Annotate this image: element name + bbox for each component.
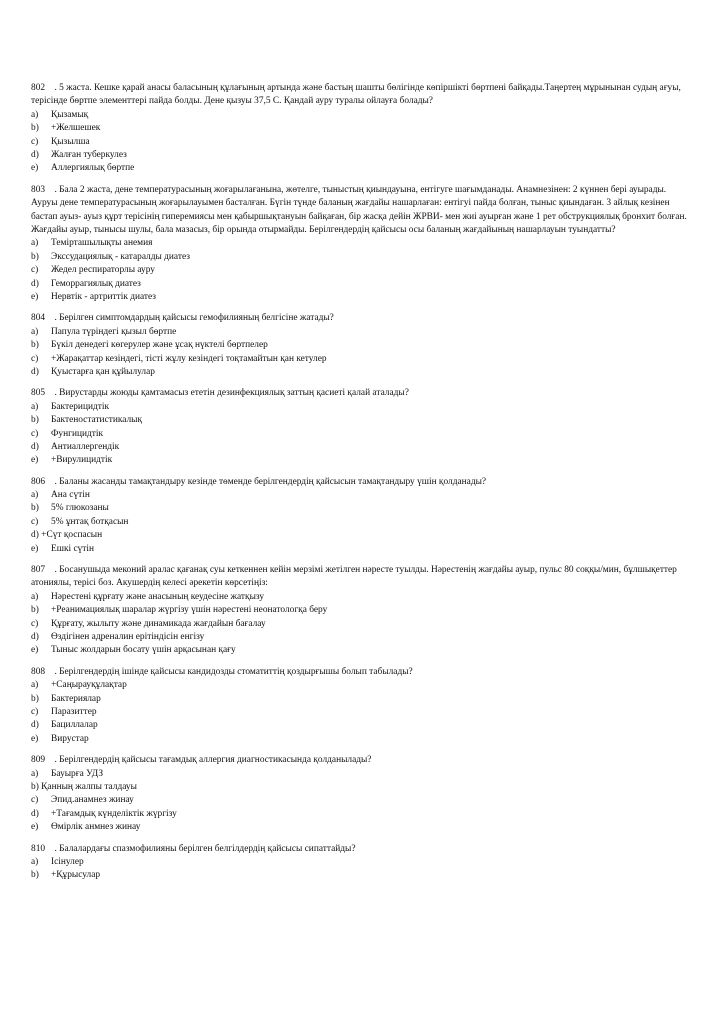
question-number: 804: [31, 313, 46, 324]
answer-option: [31, 489, 693, 502]
question-stem: [31, 184, 693, 238]
option-text: Антиаллергендік: [51, 441, 120, 452]
question-text: . Берілгендердің ішінде қайсысы кандидозды стоматиттің қоздырғышы болып табылады?: [54, 666, 413, 677]
option-text: Бүкіл денедегі көгерулер және ұсақ нүктелі бөртпелер: [51, 340, 268, 351]
option-letter: e): [31, 291, 39, 302]
option-letter: a): [31, 401, 39, 412]
answer-option: [31, 428, 693, 441]
answer-option: [31, 808, 693, 821]
answer-option: [31, 502, 693, 515]
option-letter: c): [31, 136, 39, 147]
answer-option: [31, 251, 693, 264]
answer-option: [31, 631, 693, 644]
option-text: Ана сүтін: [51, 490, 90, 501]
option-text: +Вирулицидтік: [51, 455, 113, 466]
question-8: [31, 843, 693, 883]
option-letter: e): [31, 822, 39, 833]
answer-option: [31, 264, 693, 277]
option-text: Құрғату, жылыту және динамикада жағдайын бағалау: [51, 618, 266, 629]
option-text: +Реанимациялық шаралар жүргізу үшін нәрестені неонатологқа беру: [51, 605, 328, 616]
answer-option: [31, 136, 693, 149]
answer-option: [31, 237, 693, 250]
question-3: [31, 387, 693, 467]
option-text: Бактериялар: [51, 693, 101, 704]
answer-option: [31, 821, 693, 834]
option-text: Қызамық: [51, 109, 89, 120]
question-text: . Босанушыда меконий аралас қағанақ суы кеткеннен кейін мерзімі жетілген нәресте туылды. Нәрестенің жағдайы ауыр, пульс 80 соққы/мин, бұлшықеттер атониялы, терісі боз. Акушердің келесі әрекетін көрсетіңіз:: [31, 565, 677, 589]
answer-option: [31, 149, 693, 162]
answer-option: [31, 109, 693, 122]
option-letter: d): [31, 530, 42, 541]
question-text: . Вирустарды жоюды қамтамасыз ететін дезинфекциялық заттың қасиеті қалай аталады?: [54, 388, 409, 399]
option-letter: c): [31, 516, 39, 527]
option-letter: b): [31, 781, 39, 792]
option-letter: e): [31, 645, 39, 656]
option-letter: c): [31, 428, 39, 439]
option-text: 5% глюкозаны: [51, 503, 109, 514]
option-text: Бауырға УДЗ: [51, 768, 104, 779]
option-letter: d): [31, 149, 39, 160]
answer-option: [31, 733, 693, 746]
question-number: 810: [31, 843, 46, 854]
option-letter: c): [31, 795, 39, 806]
option-letter: a): [31, 591, 39, 602]
answer-option: [31, 794, 693, 807]
question-4: [31, 476, 693, 556]
question-text: . Баланы жасанды тамақтандыру кезінде төменде берілгендердің қайсысын тамақтандыру үшін қолданады?: [54, 476, 487, 487]
option-letter: c): [31, 353, 39, 364]
answer-option: [31, 644, 693, 657]
option-letter: a): [31, 109, 39, 120]
option-text: +Сүт қоспасын: [41, 530, 103, 541]
answer-option: [31, 516, 693, 529]
answer-option: [31, 768, 693, 781]
question-number: 807: [31, 565, 46, 576]
option-text: Өздігінен адреналин ерітіндісін енгізу: [51, 632, 205, 643]
answer-option: [31, 618, 693, 631]
option-letter: e): [31, 543, 39, 554]
option-text: Темірташылықты анемия: [51, 238, 153, 249]
option-text: Жалған туберкулез: [51, 149, 127, 160]
option-letter: c): [31, 265, 39, 276]
option-letter: e): [31, 733, 39, 744]
option-letter: b): [31, 251, 39, 262]
answer-option: [31, 401, 693, 414]
option-text: Папула түріндегі қызыл бөртпе: [51, 326, 177, 337]
question-text: . 5 жаста. Кешке қарай анасы баласының құлағының артында және бастың шашты бөлігінде көпіршікті бөртпені байқады.Таңертең мұрынынан судың ағуы, терісінде бөртпе элементтері пайда болды. Дене қызуы 37,5 С. Қандай ауру туралы ойлауға болады?: [31, 83, 681, 107]
option-text: Бактерицидтік: [51, 401, 109, 412]
option-letter: d): [31, 278, 39, 289]
question-5: [31, 564, 693, 658]
option-text: Бациллалар: [51, 720, 98, 731]
answer-option: [31, 719, 693, 732]
answer-option: [31, 162, 693, 175]
option-letter: b): [31, 870, 39, 881]
question-number: 809: [31, 755, 46, 766]
option-text: Бактеностатистикалық: [51, 415, 143, 426]
question-7: [31, 754, 693, 834]
option-letter: b): [31, 415, 39, 426]
question-0: [31, 82, 693, 176]
option-letter: a): [31, 680, 39, 691]
answer-option: [31, 414, 693, 427]
option-letter: b): [31, 605, 39, 616]
question-stem: [31, 387, 693, 400]
option-letter: b): [31, 693, 39, 704]
answer-option: [31, 529, 693, 542]
option-letter: a): [31, 238, 39, 249]
question-stem: [31, 754, 693, 767]
option-letter: a): [31, 856, 39, 867]
answer-option: [31, 326, 693, 339]
option-text: Экссудациялық - катаралды диатез: [51, 251, 190, 262]
option-text: +Құрысулар: [51, 870, 101, 881]
option-text: +Саңырауқұлақтар: [51, 680, 127, 691]
answer-option: [31, 693, 693, 706]
question-2: [31, 312, 693, 379]
answer-option: [31, 856, 693, 869]
answer-option: [31, 454, 693, 467]
answer-option: [31, 781, 693, 794]
question-stem: [31, 843, 693, 856]
option-letter: d): [31, 366, 39, 377]
option-text: Фунгицидтік: [51, 428, 104, 439]
option-letter: d): [31, 632, 39, 643]
option-text: Өмірлік анмнез жинау: [51, 822, 141, 833]
question-1: [31, 184, 693, 305]
option-text: +Жарақаттар кезіндегі, тісті жұлу кезіндегі тоқтамайтын қан кетулер: [51, 353, 327, 364]
question-number: 806: [31, 476, 46, 487]
question-text: . Балалардағы спазмофилияны берілген белгілдердің қайсысы сипаттайды?: [54, 843, 356, 854]
answer-option: [31, 366, 693, 379]
option-text: Паразиттер: [51, 706, 97, 717]
answer-option: [31, 591, 693, 604]
question-number: 808: [31, 666, 46, 677]
option-text: Вирустар: [51, 733, 89, 744]
option-text: Аллергиялық бөртпе: [51, 163, 135, 174]
answer-option: [31, 353, 693, 366]
answer-option: [31, 441, 693, 454]
option-letter: a): [31, 326, 39, 337]
question-stem: [31, 666, 693, 679]
option-text: 5% ұнтақ ботқасын: [51, 516, 129, 527]
question-number: 802: [31, 83, 46, 93]
option-letter: a): [31, 768, 39, 779]
option-text: +Тағамдық күнделіктік жүргізу: [51, 808, 177, 819]
option-text: Тыныс жолдарын босату үшін арқасынан қағу: [51, 645, 236, 656]
option-text: Қанның жалпы талдауы: [41, 781, 137, 792]
question-6: [31, 666, 693, 746]
option-text: Ісінулер: [51, 856, 84, 867]
option-letter: e): [31, 163, 39, 174]
option-letter: b): [31, 503, 39, 514]
option-text: Жедел респираторлы ауру: [51, 265, 155, 276]
option-text: Эпид.анамнез жинау: [51, 795, 134, 806]
question-stem: [31, 82, 693, 109]
answer-option: [31, 604, 693, 617]
option-letter: b): [31, 123, 39, 134]
question-number: 803: [31, 184, 46, 195]
answer-option: [31, 122, 693, 135]
answer-option: [31, 706, 693, 719]
option-text: Қуыстарға қан құйылулар: [51, 366, 155, 377]
question-stem: [31, 476, 693, 489]
question-text: . Бала 2 жаста, дене температурасының жоғарылағанына, жөтелге, тыныстың қиындауына, ентігуге шағымданады. Анамнезінен: 2 күннен бері ауырады. Ауруы дене температурасының жоғарылауымен басталған. Бүгін түнде баланың жағдайы нашарлаған: ентігуі пайда болған, тыныс қиындаған. 3 айлық кезінен бастап ауыз- ауыз құрт терісінің гиперемиясы мен қабыршықтануын байқаған, бір жасқа дейін ЖРВИ- мен жиі ауырған және 1 рет обструкциялық бронхит болған. Жағдайы ауыр, тынысы шулы, бала мазасыз, бір орында отырмайды. Берілгендердің қайсысы осы баланың жағдайының нашарлауын туындатты?: [31, 184, 687, 235]
answer-option: [31, 291, 693, 304]
option-text: Нервтік - артриттік диатез: [51, 291, 156, 302]
option-text: Нәрестені құрғату және анасының кеудесіне жатқызу: [51, 591, 265, 602]
question-stem: [31, 312, 693, 325]
option-text: +Желшешек: [51, 123, 101, 134]
answer-option: [31, 543, 693, 556]
question-text: . Берілген симптомдардың қайсысы гемофилияның белгісіне жатады?: [54, 313, 334, 324]
answer-option: [31, 339, 693, 352]
question-list: [31, 82, 693, 891]
option-letter: a): [31, 490, 39, 501]
option-letter: c): [31, 618, 39, 629]
option-letter: e): [31, 455, 39, 466]
answer-option: [31, 679, 693, 692]
option-letter: b): [31, 340, 39, 351]
question-stem: [31, 564, 693, 591]
answer-option: [31, 869, 693, 882]
option-text: Қызылша: [51, 136, 90, 147]
option-letter: d): [31, 441, 39, 452]
option-letter: d): [31, 808, 39, 819]
option-letter: c): [31, 706, 39, 717]
question-text: . Берілгендердің қайсысы тағамдық аллергия диагностикасында қолданылады?: [54, 755, 372, 766]
question-number: 805: [31, 388, 46, 399]
option-letter: d): [31, 720, 39, 731]
option-text: Ешкі сүтін: [51, 543, 95, 554]
answer-option: [31, 278, 693, 291]
option-text: Геморрагиялық диатез: [51, 278, 141, 289]
